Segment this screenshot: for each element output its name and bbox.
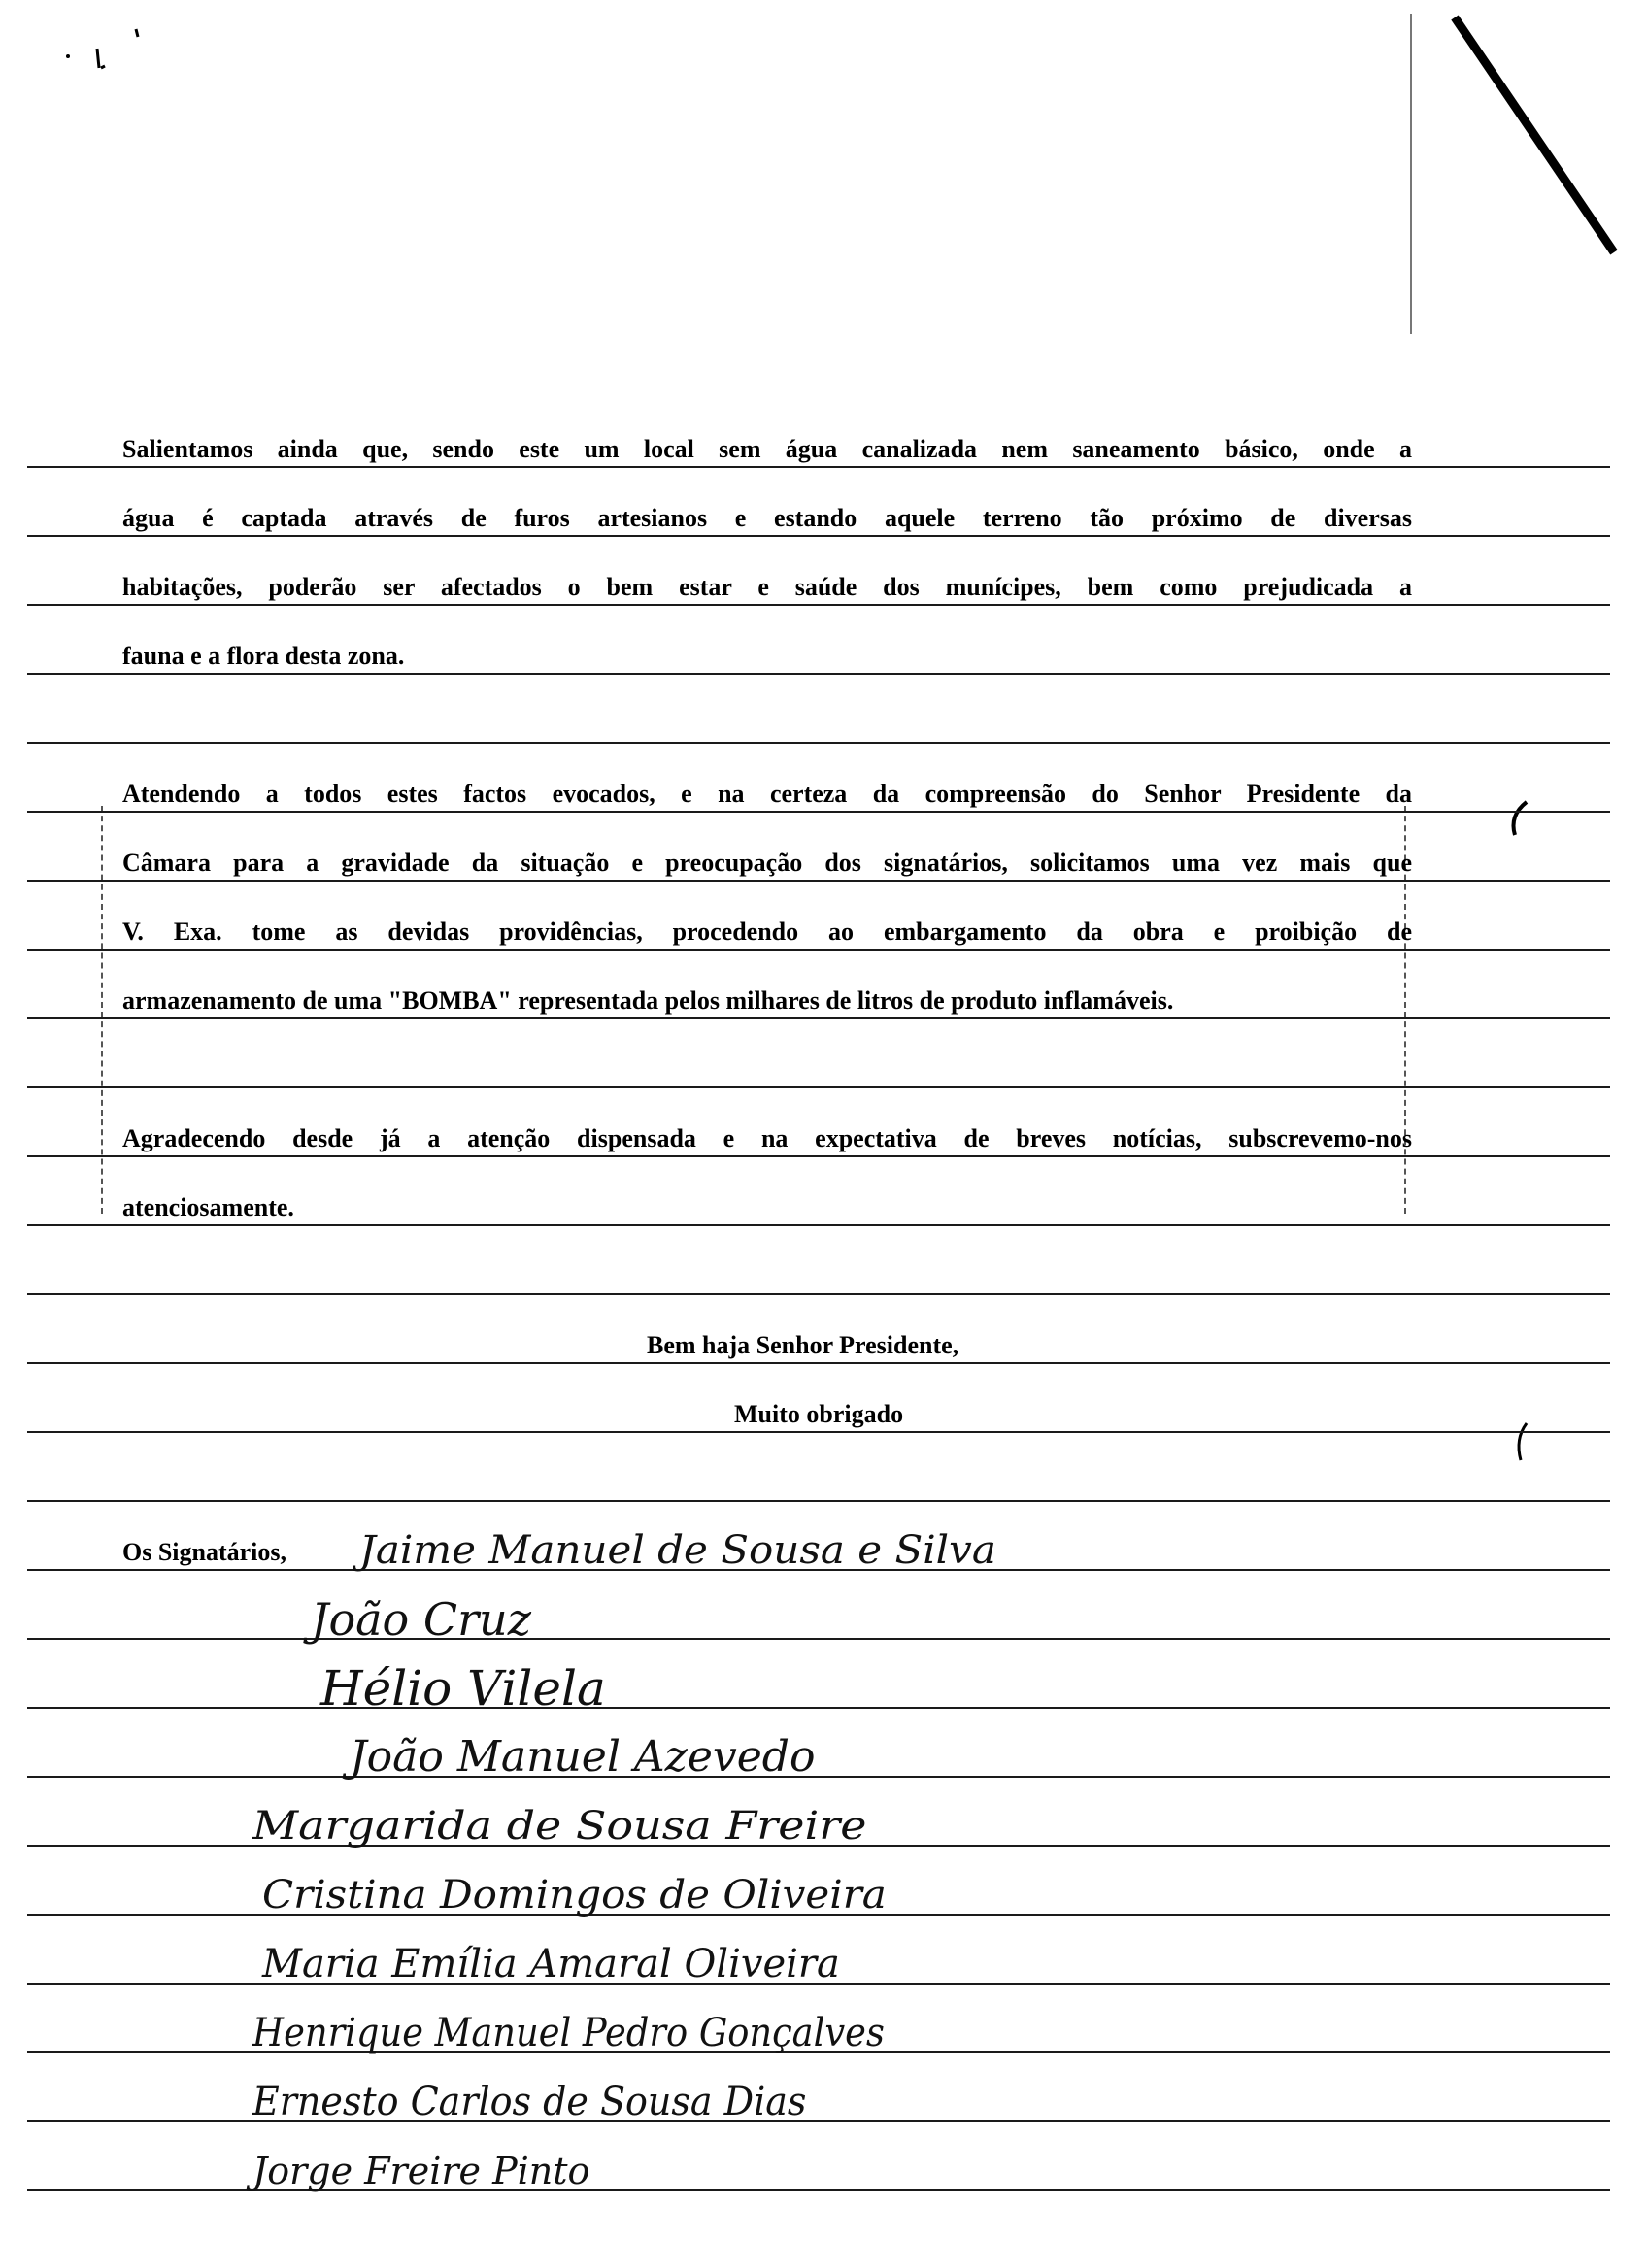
ruled-line bbox=[27, 535, 1610, 537]
handwritten-signature: Ernesto Carlos de Sousa Dias bbox=[252, 2080, 807, 2124]
paragraph-1-line: habitações, poderão ser afectados o bem estar e saúde dos munícipes, bem como prejudicada a bbox=[122, 573, 1412, 601]
ruled-line bbox=[27, 1086, 1610, 1088]
ruled-line bbox=[27, 1017, 1610, 1019]
ruled-line bbox=[27, 949, 1610, 951]
top-left-specks bbox=[39, 10, 175, 87]
paragraph-2-line: Atendendo a todos estes factos evocados, e na certeza da compreensão do Senhor Presidente da bbox=[122, 780, 1412, 808]
ruled-line bbox=[27, 880, 1610, 882]
bracket-mark bbox=[1505, 1418, 1554, 1466]
ruled-line bbox=[27, 673, 1610, 675]
paragraph-3-line: Agradecendo desde já a atenção dispensada e na expectativa de breves notícias, subscrevemo-nos bbox=[122, 1124, 1412, 1152]
handwritten-signature: Jaime Manuel de Sousa e Silva bbox=[359, 1528, 996, 1573]
ruled-line bbox=[27, 1155, 1610, 1157]
paragraph-1-line: água é captada através de furos artesianos e estando aquele terreno tão próximo de diversas bbox=[122, 504, 1412, 532]
signatures-label: Os Signatários, bbox=[122, 1538, 287, 1566]
ruled-line bbox=[27, 1224, 1610, 1226]
right-margin-line bbox=[1410, 14, 1412, 334]
handwritten-signature: Cristina Domingos de Oliveira bbox=[262, 1873, 887, 1918]
paragraph-1-line: fauna e a flora desta zona. bbox=[122, 642, 405, 670]
paragraph-2-line: armazenamento de uma "BOMBA" representada pelos milhares de litros de produto inflamáveis. bbox=[122, 986, 1174, 1015]
left-margin-dashed-line bbox=[101, 806, 103, 1214]
handwritten-signature: Jorge Freire Pinto bbox=[252, 2150, 590, 2192]
ruled-line bbox=[27, 742, 1610, 744]
ruled-line bbox=[27, 1293, 1610, 1295]
handwritten-signature: Henrique Manuel Pedro Gonçalves bbox=[252, 2011, 885, 2055]
ruled-line bbox=[27, 1776, 1610, 1778]
ruled-line bbox=[27, 811, 1610, 813]
handwritten-signature: Margarida de Sousa Freire bbox=[252, 1804, 867, 1849]
paragraph-2-line: V. Exa. tome as devidas providências, procedendo ao embargamento da obra e proibição de bbox=[122, 917, 1412, 946]
ruled-line bbox=[27, 1500, 1610, 1502]
ruled-line bbox=[27, 1707, 1610, 1709]
ruled-line bbox=[27, 466, 1610, 468]
bracket-mark bbox=[1503, 796, 1552, 845]
handwritten-signature: João Manuel Azevedo bbox=[350, 1732, 816, 1782]
handwritten-signature: Maria Emília Amaral Oliveira bbox=[262, 1942, 840, 1986]
handwritten-signature: Hélio Vilela bbox=[320, 1660, 606, 1717]
closing-greeting: Bem haja Senhor Presidente, bbox=[647, 1331, 959, 1359]
corner-slash-mark bbox=[1447, 10, 1622, 262]
paragraph-3-line: atenciosamente. bbox=[122, 1193, 294, 1221]
ruled-line bbox=[27, 1638, 1610, 1640]
handwritten-signature: João Cruz bbox=[311, 1593, 531, 1646]
ruled-line bbox=[27, 1362, 1610, 1364]
ruled-line bbox=[27, 604, 1610, 606]
paragraph-2-line: Câmara para a gravidade da situação e preocupação dos signatários, solicitamos uma vez mais que bbox=[122, 849, 1412, 877]
ruled-line bbox=[27, 1431, 1610, 1433]
paragraph-1-line: Salientamos ainda que, sendo este um local sem água canalizada nem saneamento básico, onde a bbox=[122, 435, 1412, 463]
closing-thanks: Muito obrigado bbox=[734, 1400, 904, 1428]
